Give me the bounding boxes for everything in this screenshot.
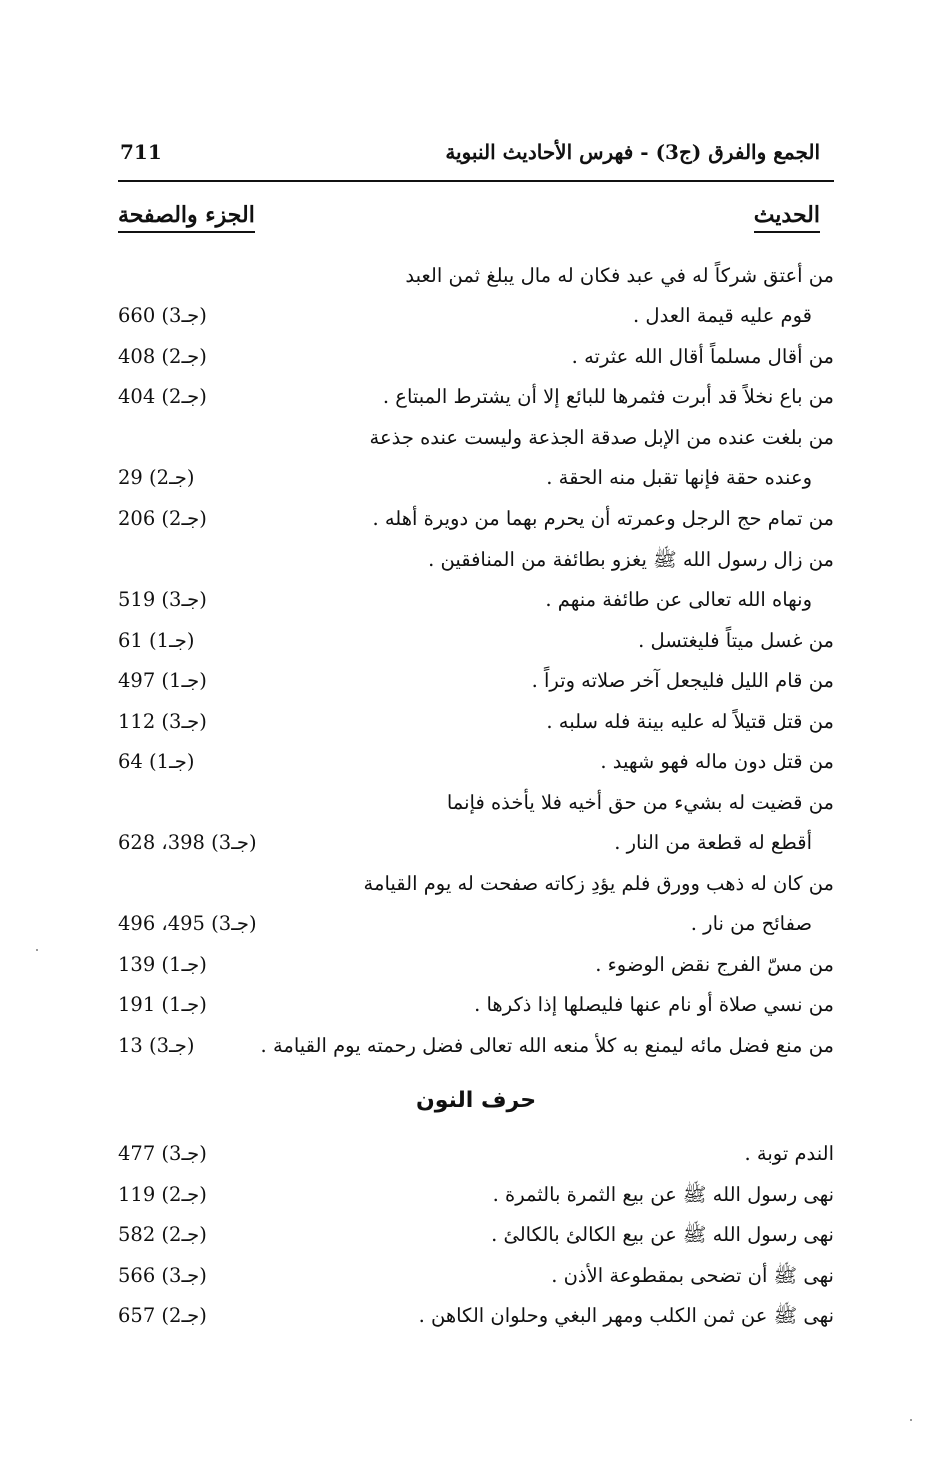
volume-page-ref: (جـ2) 582 [118,1223,207,1246]
hadith-text: من مسّ الفرج نقض الوضوء . [595,953,834,976]
volume-page-ref: (جـ2) 408 [118,345,207,368]
index-entry [118,500,834,538]
hadith-text: من باع نخلاً قد أبرت فثمرها للبائع إلا أن يشترط المبتاع . [382,385,834,408]
volume-page-ref: (جـ3) 112 [118,710,207,733]
index-entry [118,1297,834,1335]
volume-page-ref: (جـ1) 64 [118,750,195,773]
index-entry [118,662,834,700]
index-entry [118,581,834,619]
volume-page-ref: (جـ1) 139 [118,953,207,976]
volume-page-ref: (جـ3) 519 [118,588,207,611]
hadith-text-continuation: أقطع له قطعة من النار . [614,831,812,854]
volume-page-ref: (جـ3) 566 [118,1264,207,1287]
volume-page-ref: (جـ3) 398، 628 [118,831,257,854]
index-entry [118,297,834,335]
volume-page-ref: (جـ3) 477 [118,1142,207,1165]
hadith-text: من أقال مسلماً أقال الله عثرته . [571,345,834,368]
index-entry [118,1027,834,1065]
volume-page-ref: (جـ1) 497 [118,669,207,692]
hadith-text: من غسل ميتاً فليغتسل . [638,629,834,652]
index-entry [118,622,834,660]
hadith-text: من قام الليل فليجعل آخر صلاته وتراً . [531,669,834,692]
hadith-text: من نسي صلاة أو نام عنها فليصلها إذا ذكرها . [474,993,834,1016]
scan-speck [910,1419,912,1421]
volume-page-ref: (جـ2) 119 [118,1183,207,1206]
column-header-hadith: الحديث [754,202,820,233]
index-entry [118,905,834,943]
hadith-text: نهى رسول الله ﷺ عن بيع الكالئ بالكالئ . [491,1223,834,1246]
index-entry [118,1176,834,1214]
volume-page-ref: (جـ2) 206 [118,507,207,530]
hadith-text-continuation: صفائح من نار . [690,912,812,935]
hadith-text: من قتل دون ماله فهو شهيد . [600,750,834,773]
hadith-text-continuation: ونهاه الله تعالى عن طائفة منهم . [545,588,812,611]
index-entry [118,257,834,295]
hadith-text: من بلغت عنده من الإبل صدقة الجذعة وليست عنده جذعة [369,426,834,449]
hadith-text: من قتل قتيلاً له عليه بينة فله سلبه . [546,710,834,733]
index-entry [118,541,834,579]
index-entry [118,824,834,862]
index-entry [118,1257,834,1295]
index-entry [118,703,834,741]
index-entry [118,419,834,457]
page-number: 711 [120,140,162,164]
volume-page-ref: (جـ3) 13 [118,1034,195,1057]
index-entry [118,459,834,497]
index-entry [118,378,834,416]
hadith-text-continuation: وعنده حقة فإنها تقبل منه الحقة . [546,466,812,489]
index-entry [118,1135,834,1173]
column-header-volume-page: الجزء والصفحة [118,202,255,233]
volume-page-ref: (جـ2) 404 [118,385,207,408]
index-entry [118,338,834,376]
volume-page-ref: (جـ1) 191 [118,993,207,1016]
running-header-title: الجمع والفرق (ج3) - فهرس الأحاديث النبوية [445,140,820,164]
hadith-text-continuation: قوم عليه قيمة العدل . [633,304,812,327]
header-divider [118,180,834,182]
hadith-text: الندم توبة . [744,1142,834,1165]
volume-page-ref: (جـ1) 61 [118,629,195,652]
volume-page-ref: (جـ3) 495، 496 [118,912,257,935]
index-entry [118,1216,834,1254]
scan-speck [36,949,38,951]
hadith-text: من تمام حج الرجل وعمرته أن يحرم بهما من دويرة أهله . [372,507,834,530]
section-heading: حرف النون [415,1088,537,1113]
index-entry [118,946,834,984]
hadith-text: نهى رسول الله ﷺ عن بيع الثمرة بالثمرة . [492,1183,834,1206]
hadith-text: من قضيت له بشيء من حق أخيه فلا يأخذه فإنما [446,791,834,814]
hadith-text: من كان له ذهب وورق فلم يؤدِ زكاته صفحت له يوم القيامة [363,872,834,895]
volume-page-ref: (جـ3) 660 [118,304,207,327]
hadith-text: من منع فضل مائه ليمنع به كلأ منعه الله تعالى فضل رحمته يوم القيامة . [260,1034,834,1057]
volume-page-ref: (جـ2) 29 [118,466,195,489]
index-entry [118,743,834,781]
hadith-text: نهى ﷺ عن ثمن الكلب ومهر البغي وحلوان الكاهن . [418,1304,834,1327]
hadith-text: من أعتق شركاً له في عبد فكان له مال يبلغ ثمن العبد [405,264,834,287]
index-entry [118,784,834,822]
hadith-text: نهى ﷺ أن تضحى بمقطوعة الأذن . [551,1264,834,1287]
hadith-text: من زال رسول الله ﷺ يغزو بطائفة من المنافقين . [428,548,834,571]
index-entry [118,865,834,903]
index-entry [118,986,834,1024]
volume-page-ref: (جـ2) 657 [118,1304,207,1327]
